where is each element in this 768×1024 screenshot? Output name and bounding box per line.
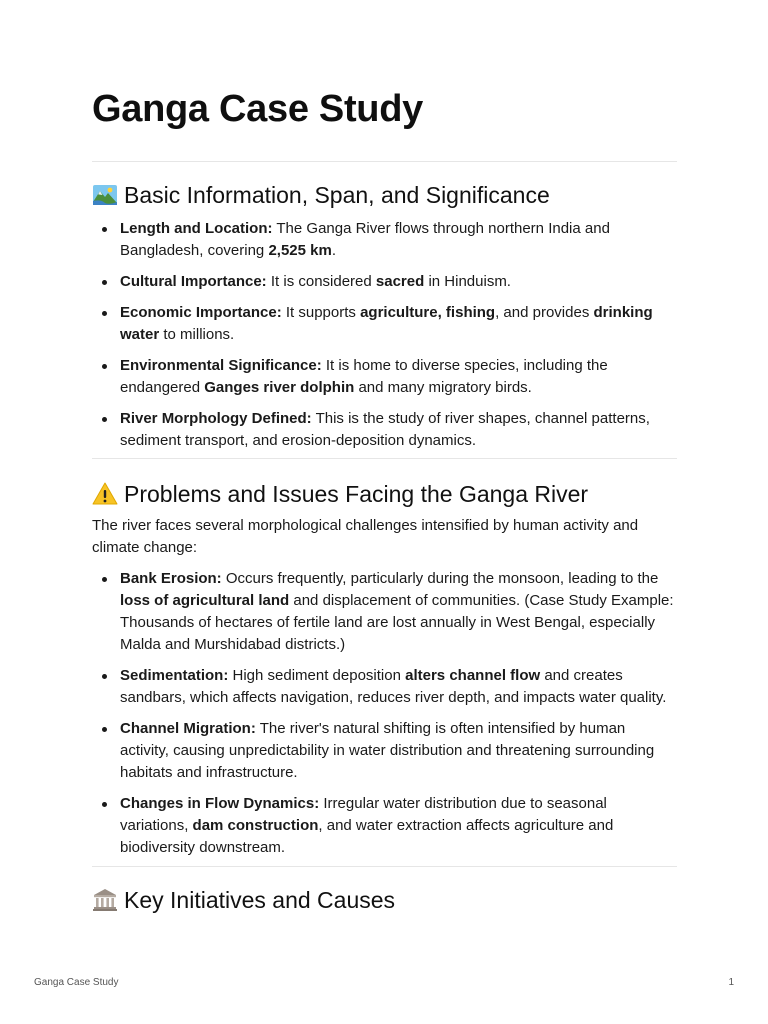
section-intro: The river faces several morphological challenges intensified by human activity and climate change:	[92, 517, 639, 556]
list-item: Bank Erosion: Occurs frequently, particularly during the monsoon, leading to the loss of agricultural land and displacement of communities. (Case Study Example: Thousands of hectares of fertile land are lost annually in West Bengal, especially Malda and Murshidabad districts.)	[92, 568, 677, 656]
warning-icon	[92, 481, 118, 507]
landscape-icon	[92, 182, 118, 208]
list-item: Changes in Flow Dynamics: Irregular water distribution due to seasonal variations, dam construction, and water extraction affects agriculture and biodiversity downstream.	[92, 793, 677, 859]
classical-building-icon	[92, 887, 118, 913]
divider	[92, 866, 677, 867]
list-item: Environmental Significance: It is home to diverse species, including the endangered Ganges river dolphin and many migratory birds.	[92, 355, 677, 399]
list-item: Channel Migration: The river's natural shifting is often intensified by human activity, causing unpredictability in water distribution and threatening surrounding habitats and infrastructure.	[92, 718, 677, 784]
list-item: River Morphology Defined: This is the study of river shapes, channel patterns, sediment transport, and erosion-deposition dynamics.	[92, 408, 677, 452]
document-page	[92, 86, 677, 915]
list-item: Length and Location: The Ganga River flows through northern India and Bangladesh, covering 2,525 km.	[92, 218, 677, 262]
footer-title: Ganga Case Study	[34, 977, 119, 988]
section-heading-text: Key Initiatives and Causes	[124, 887, 396, 913]
section-heading-text: Problems and Issues Facing the Ganga River	[124, 481, 589, 507]
divider	[92, 458, 677, 459]
page-title: Ganga Case Study	[92, 88, 423, 130]
divider	[92, 161, 677, 162]
list	[92, 218, 677, 452]
list-item: Sedimentation: High sediment deposition alters channel flow and creates sandbars, which affects navigation, reduces river depth, and impacts water quality.	[92, 665, 677, 709]
page-number: 1	[728, 977, 734, 988]
list-item: Cultural Importance: It is considered sacred in Hinduism.	[92, 271, 677, 293]
section-heading-initiatives	[92, 885, 677, 915]
section-heading-text: Basic Information, Span, and Significance	[124, 182, 550, 208]
section-heading-problems	[92, 479, 677, 509]
section-heading-basic-info	[92, 180, 677, 210]
list-item: Economic Importance: It supports agriculture, fishing, and provides drinking water to millions.	[92, 302, 677, 346]
list	[92, 568, 677, 859]
